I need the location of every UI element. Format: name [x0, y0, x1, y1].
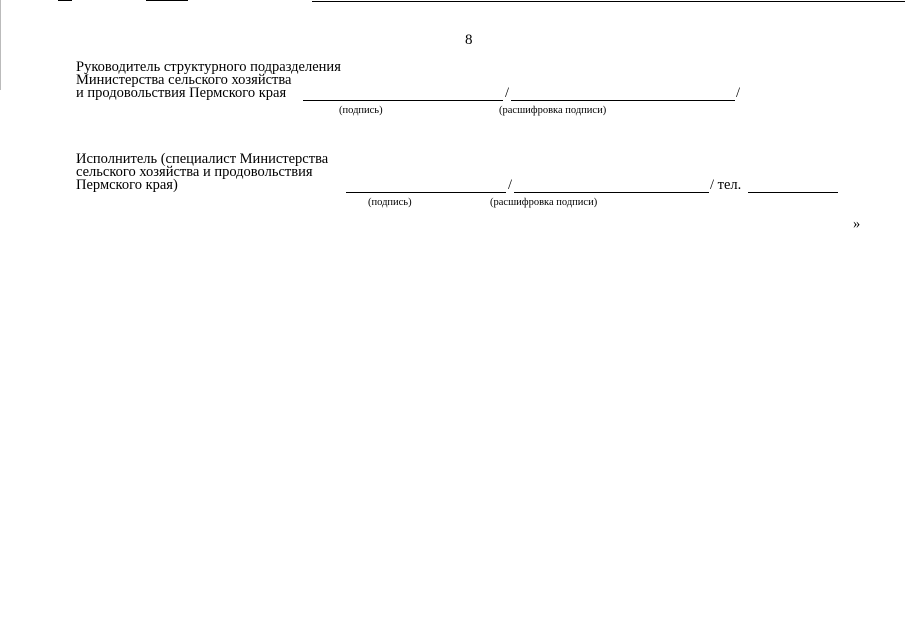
scan-left-edge	[0, 0, 1, 90]
head-slash-end: /	[736, 85, 741, 101]
head-title-line-3: и продовольствия Пермского края	[76, 85, 287, 101]
head-caption-name: (расшифровка подписи)	[499, 105, 607, 116]
executor-title-line-2: сельского хозяйства и продовольствия	[76, 164, 313, 180]
executor-slash-tel: / тел.	[710, 177, 742, 193]
head-caption-signature: (подпись)	[339, 105, 383, 116]
executor-title-line-1: Исполнитель (специалист Министерства	[76, 151, 329, 167]
head-signature-line	[303, 100, 503, 101]
head-slash: /	[505, 85, 510, 101]
executor-name-line	[514, 192, 709, 193]
scan-edge-mark	[146, 0, 188, 1]
executor-signature-line	[346, 192, 506, 193]
head-title-line-1: Руководитель структурного подразделения	[76, 59, 341, 75]
closing-quote: »	[853, 216, 861, 232]
scan-edge-mark	[58, 0, 72, 1]
head-name-line	[511, 100, 735, 101]
executor-title-line-3: Пермского края)	[76, 177, 178, 193]
executor-caption-name: (расшифровка подписи)	[490, 197, 598, 208]
page-number: 8	[465, 32, 473, 48]
executor-phone-line	[748, 192, 838, 193]
head-title-line-2: Министерства сельского хозяйства	[76, 72, 292, 88]
executor-slash: /	[508, 177, 513, 193]
executor-caption-signature: (подпись)	[368, 197, 412, 208]
scan-edge-line	[312, 1, 905, 2]
